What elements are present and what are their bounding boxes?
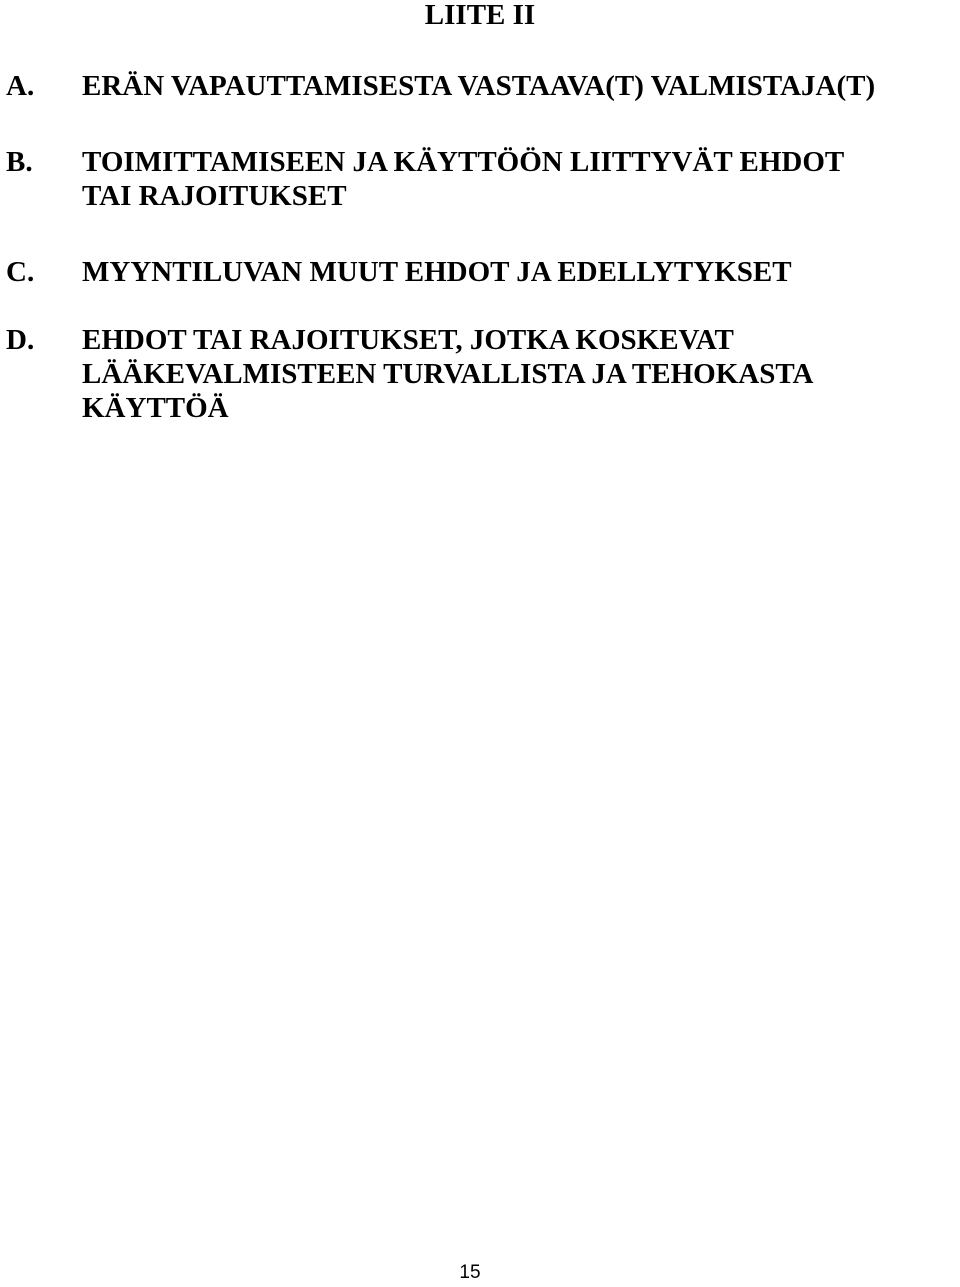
section-heading — [82, 69, 952, 103]
section-heading-line: TAI RAJOITUKSET — [82, 180, 347, 212]
section-heading-line: KÄYTTÖÄ — [82, 392, 229, 424]
section-letter: B. — [6, 146, 33, 178]
section-heading-line: TOIMITTAMISEEN JA KÄYTTÖÖN LIITTYVÄT EHDOT — [82, 146, 845, 178]
page-title: LIITE II — [424, 0, 536, 31]
section-heading-line: ERÄN VAPAUTTAMISESTA VASTAAVA(T) VALMISTAJA(T) — [82, 70, 876, 102]
section-heading — [82, 145, 952, 213]
section-heading — [82, 323, 952, 425]
section-heading-line: EHDOT TAI RAJOITUKSET, JOTKA KOSKEVAT — [82, 324, 734, 356]
section-heading-line: MYYNTILUVAN MUUT EHDOT JA EDELLYTYKSET — [82, 256, 792, 288]
section-heading — [82, 255, 952, 289]
section-letter: D. — [6, 324, 35, 356]
section-letter: C. — [6, 256, 35, 288]
page-number: 15 — [459, 1262, 481, 1283]
section-heading-line: LÄÄKEVALMISTEEN TURVALLISTA JA TEHOKASTA — [82, 358, 814, 390]
section-letter: A. — [6, 70, 35, 102]
